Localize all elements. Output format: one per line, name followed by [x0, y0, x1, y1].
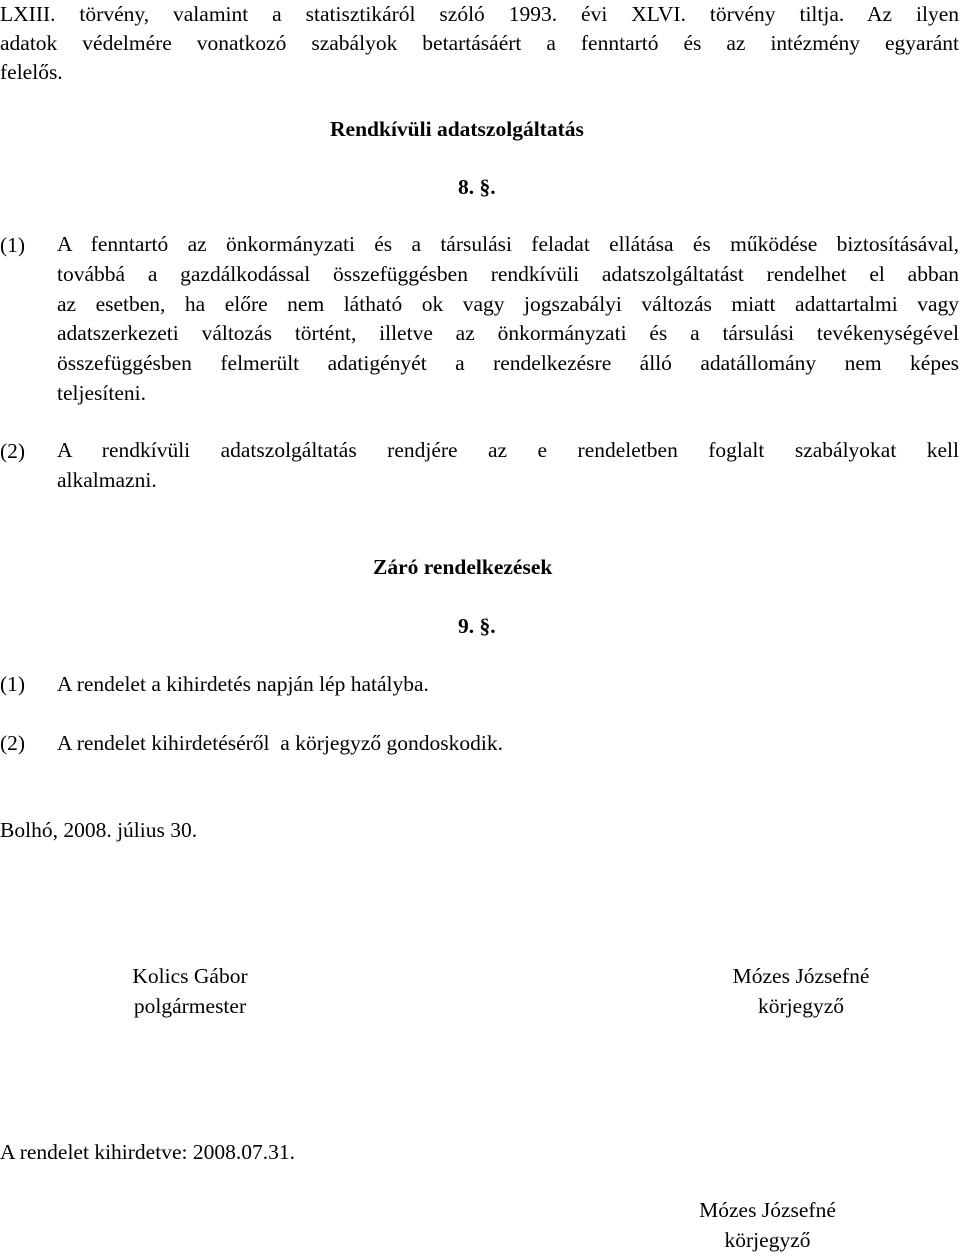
intro-line-2: adatok védelmére vonatkozó szabályok betartásáért a fenntartó és az intézmény egyaránt: [0, 31, 959, 55]
signature-role: polgármester: [133, 994, 247, 1018]
paragraph-line: adatszerkezeti változás történt, illetve az önkormányzati és a társulási tevékenységével: [57, 321, 959, 346]
section-8-number: 8. §.: [458, 175, 496, 199]
signature-role: körjegyző: [724, 1228, 811, 1252]
paragraph-number: (1): [0, 233, 26, 257]
paragraph-line: alkalmazni.: [57, 467, 157, 492]
paragraph-number: (2): [0, 439, 26, 463]
paragraph-line: összefüggésben felmerült adatigényét a rendelkezésre álló adatállomány nem képes: [57, 351, 959, 376]
paragraph-text: A rendelet a kihirdetés napján lép hatályba.: [57, 672, 429, 696]
final-signature: [680, 1195, 855, 1255]
section-8-title: Rendkívüli adatszolgáltatás: [330, 117, 584, 141]
promulgation-note: A rendelet kihirdetve: 2008.07.31.: [0, 1140, 295, 1164]
paragraph-line: A rendkívüli adatszolgáltatás rendjére az e rendeletben foglalt szabályokat kell: [57, 438, 959, 462]
signature-name: Kolics Gábor: [132, 964, 248, 988]
place-date: Bolhó, 2008. július 30.: [0, 818, 198, 842]
paragraph-text: A rendelet kihirdetéséről a körjegyző gondoskodik.: [57, 731, 504, 755]
paragraph-line: az esetben, ha előre nem látható ok vagy jogszabályi változás miatt adattartalmi vagy: [57, 291, 959, 316]
paragraph-number: (1): [0, 672, 26, 696]
intro-line-3: felelős.: [0, 60, 63, 84]
paragraph-number: (2): [0, 731, 26, 755]
signature-right: [716, 961, 886, 1021]
signature-left: [120, 961, 260, 1021]
section-9-number: 9. §.: [458, 614, 496, 638]
intro-line-1: LXIII. törvény, valamint a statisztikáról szóló 1993. évi XLVI. törvény tiltja. Az ilyen: [0, 2, 959, 26]
signature-name: Mózes Józsefné: [732, 964, 870, 988]
signature-role: körjegyző: [758, 994, 844, 1018]
paragraph-line: továbbá a gazdálkodással összefüggésben rendkívüli adatszolgáltatást rendelhet el abban: [57, 261, 959, 286]
signature-name: Mózes Józsefné: [699, 1198, 836, 1222]
paragraph-line: A fenntartó az önkormányzati és a társulási feladat ellátása és működése biztosításával,: [57, 232, 959, 256]
section-9-title: Záró rendelkezések: [373, 555, 553, 579]
paragraph-line: teljesíteni.: [57, 380, 146, 405]
